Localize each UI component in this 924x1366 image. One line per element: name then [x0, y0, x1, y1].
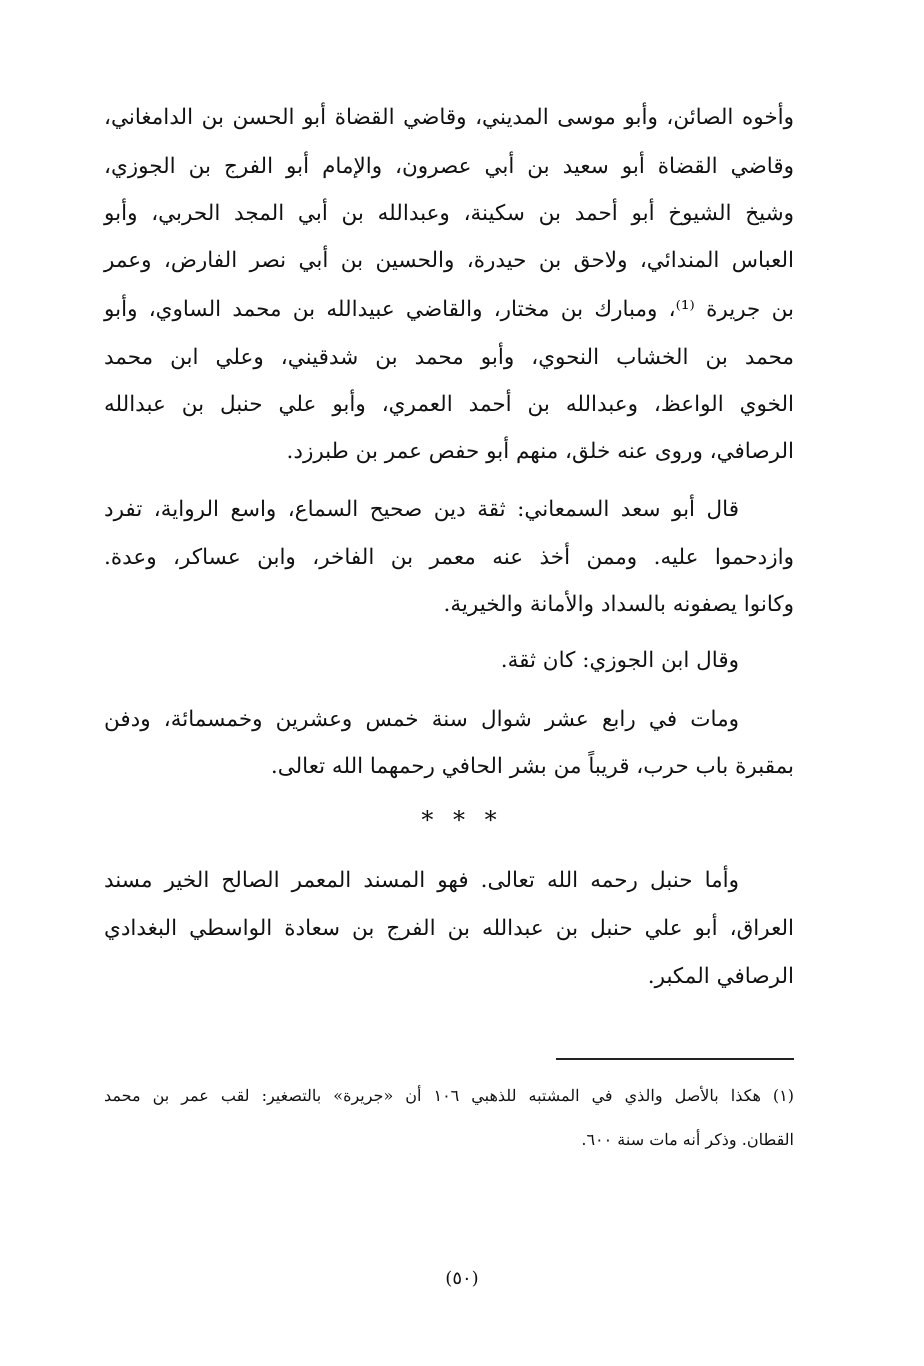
body-line-6: محمد بن الخشاب النحوي، وأبو محمد بن شدقيني، وعلي ابن محمد	[104, 345, 794, 370]
body-line-2: وقاضي القضاة أبو سعيد بن أبي عصرون، والإمام أبو الفرج بن الجوزي،	[104, 154, 794, 179]
body-line-1: وأخوه الصائن، وأبو موسى المديني، وقاضي القضاة أبو الحسن بن الدامغاني،	[104, 105, 794, 130]
body-line-5: بن جريرة ⁽¹⁾، ومبارك بن مختار، والقاضي عبيدالله بن محمد الساوي، وأبو	[104, 297, 794, 322]
body-line-8: الرصافي، وروى عنه خلق، منهم أبو حفص عمر بن طبرزد.	[286, 439, 794, 464]
body-line-10: وازدحموا عليه. وممن أخذ عنه معمر بن الفاخر، وابن عساكر، وعدة.	[104, 545, 794, 570]
footnote-line-1: (١) هكذا بالأصل والذي في المشتبه للذهبي ١٠٦ أن «جريرة» بالتصغير: لقب عمر بن محمد	[104, 1086, 794, 1105]
footnote-line-2: القطان. وذكر أنه مات سنة ٦٠٠.	[581, 1130, 794, 1149]
body-line-3: وشيخ الشيوخ أبو أحمد بن سكينة، وعبدالله بن أبي المجد الحربي، وأبو	[104, 201, 794, 226]
body-line-16: العراق، أبو علي حنبل بن عبدالله بن الفرج بن سعادة الواسطي البغدادي	[104, 916, 794, 941]
body-line-12: وقال ابن الجوزي: كان ثقة.	[500, 648, 739, 673]
body-line-15: وأما حنبل رحمه الله تعالى. فهو المسند المعمر الصالح الخير مسند	[104, 868, 739, 893]
body-line-9: قال أبو سعد السمعاني: ثقة دين صحيح السماع، واسع الرواية، تفرد	[104, 497, 739, 522]
body-line-11: وكانوا يصفونه بالسداد والأمانة والخيرية.	[443, 592, 794, 617]
body-line-13: ومات في رابع عشر شوال سنة خمس وعشرين وخمسمائة، ودفن	[104, 707, 739, 732]
body-line-14: بمقبرة باب حرب، قريباً من بشر الحافي رحمهما الله تعالى.	[270, 754, 794, 779]
body-line-4: العباس المندائي، ولاحق بن حيدرة، والحسين بن أبي نصر الفارض، وعمر	[104, 248, 794, 273]
footnote-rule	[556, 1058, 794, 1060]
section-separator: * * *	[421, 806, 503, 834]
page-number: (٥٠)	[445, 1268, 479, 1289]
body-line-17: الرصافي المكبر.	[647, 964, 794, 989]
body-line-7: الخوي الواعظ، وعبدالله بن أحمد العمري، وأبو علي حنبل بن عبدالله	[104, 392, 794, 417]
